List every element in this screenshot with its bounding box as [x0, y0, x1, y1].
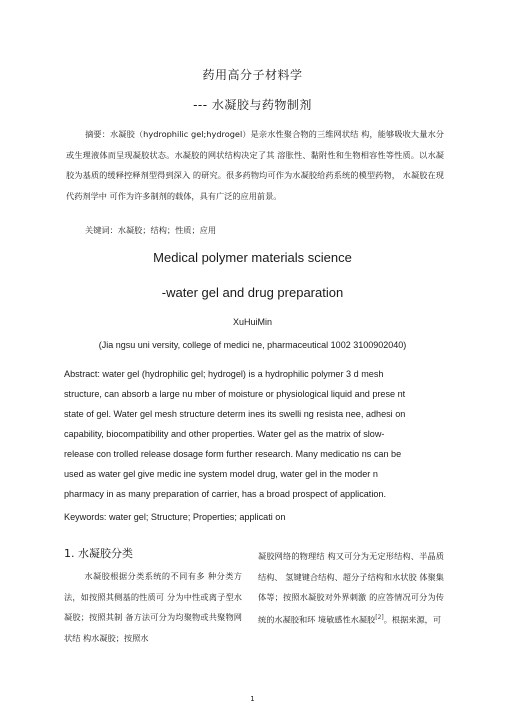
author-name: XuHuiMin [232, 317, 272, 327]
english-subtitle: -water gel and drug preparation [161, 285, 344, 300]
citation-marker: [2] [375, 613, 384, 621]
body-column-right [258, 546, 444, 630]
chinese-title: 药用高分子材料学 [202, 68, 303, 82]
author-affiliation: (Jia ngsu uni versity, college of medici ne, pharmaceutical 1002 3100902040) [98, 340, 407, 350]
section-heading: 1. 水凝胶分类 [64, 547, 133, 560]
chinese-abstract-text: 摘要：水凝胶（hydrophilic gel;hydrogel）是亲水性聚合物的三维网状结 构，能够吸收大量水分或生理液体而呈现凝胶状态。水凝胶的网状结构决定了其 溶胀性、黏附性和生物相容性等性质。以水凝胶为基质的缓释控释剂型得到深入 的研究。很多药物均可作为水凝胶给药系统的模型药物， 水凝胶在现代药剂学中 可作为许多制剂的载体，具有广泛的应用前景。 [66, 129, 444, 201]
chinese-keywords: 关键词：水凝胶；结构；性质；应用 [85, 225, 217, 235]
english-keywords: Keywords: water gel; Structure; Properties; applicati on [64, 512, 286, 522]
chinese-abstract [66, 124, 444, 206]
english-title: Medical polymer materials science [153, 250, 352, 265]
body-column-right-text: 凝胶网络的物理结 构又可分为无定形结构、半晶质结构、 氢键键合结构、超分子结构和水状胶 体聚集体等；按照水凝胶对外界刺激 的应答情况可分为传统的水凝胶和环 境敏感性水凝胶 [258, 551, 444, 625]
english-abstract: Abstract: water gel (hydrophilic gel; hydrogel) is a hydrophilic polymer 3 d mesh structure, can absorb a large nu mber of moisture or physiological liquid and prese nt state of gel. Water gel mesh structure determ ines its swelli ng resista nee, adhesi on capability, biocompatibility and other properties. Water gel as the matrix of slow- release con trolled release dosage form further research. Many medicatio ns can be used as water gel give medic ine system model drug, water gel in the moder n pharmacy in as many preparation of carrier, has a broad prospect of application. [64, 369, 406, 499]
chinese-subtitle: --- 水凝胶与药物制剂 [193, 98, 312, 112]
body-column-right-tail: 。根据来源，可 [383, 614, 442, 625]
body-column-left [64, 566, 242, 648]
page-number: 1 [250, 695, 255, 703]
body-column-left-text: 水凝胶根据分类系统的不同有多 种分类方法，如按照其侧基的性质可 分为中性或离子型水凝胶；按照其制 备方法可分为均聚物或共聚物网状结 构水凝胶；按照水 [64, 571, 242, 643]
